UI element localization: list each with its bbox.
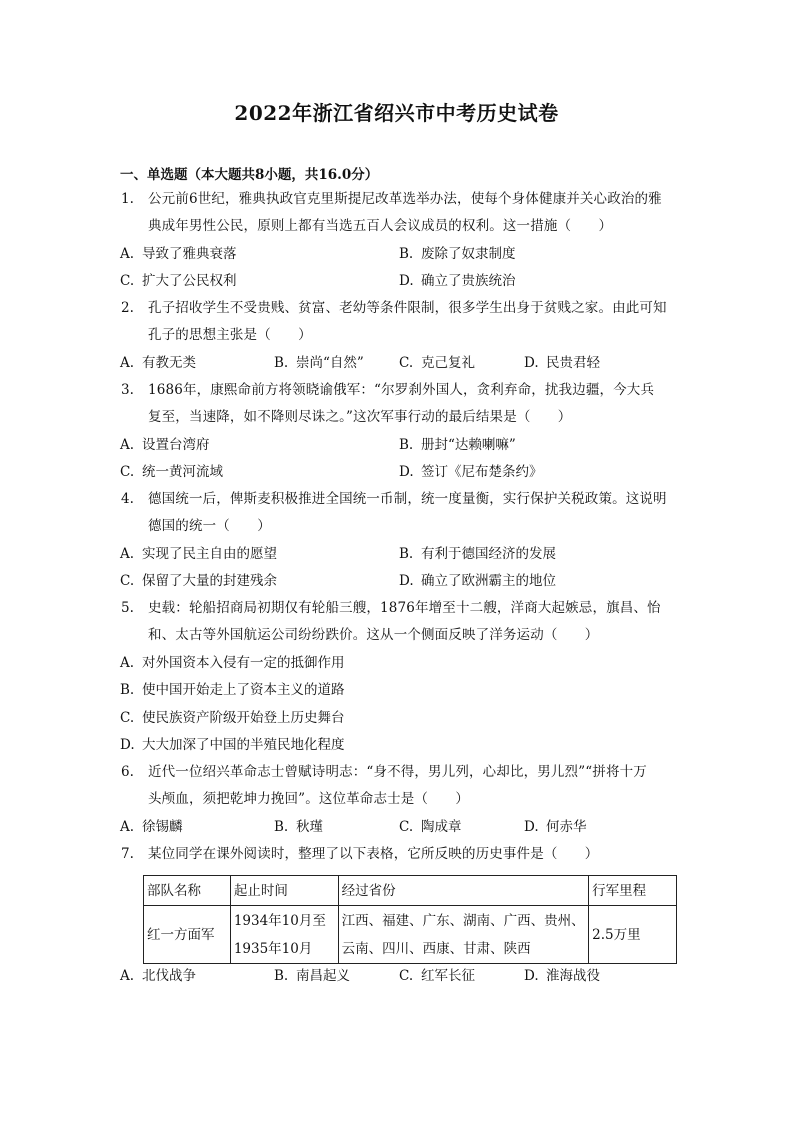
option-b[interactable] [120,681,345,699]
option-text: 陶成章 [421,819,462,835]
question-number: 3. [121,382,134,398]
option-c[interactable] [120,572,277,590]
option-text: 实现了民主自由的愿望 [142,546,277,562]
question-text-line: 德国的统一（ ） [148,518,271,534]
time-line: 1934年10月至 [233,912,326,929]
option-letter: B. [120,682,135,698]
option-a[interactable] [120,818,183,836]
option-text: 崇尚“自然” [296,355,364,371]
option-b[interactable] [274,818,323,836]
question-number: 2. [121,300,134,316]
option-letter: B. [399,437,414,453]
option-text: 统一黄河流域 [142,464,223,480]
option-d[interactable] [524,818,587,836]
question-text-line: 典成年男性公民，原则上都有当选五百人会议成员的权利。这一措施（ ） [148,218,613,234]
option-text: 淮海战役 [546,968,600,984]
option-text: 对外国资本入侵有一定的抵御作用 [142,655,345,671]
option-b[interactable] [399,436,516,454]
option-letter: C. [399,355,414,371]
option-text: 北伐战争 [142,968,196,984]
question-text-line: 史载：轮船招商局初期仅有轮船三艘，1876年增至十二艘，洋商大起嫉忌，旗昌、怡 [148,600,661,616]
option-d[interactable] [524,967,600,985]
option-letter: B. [399,246,414,262]
option-text: 使中国开始走上了资本主义的道路 [142,682,345,698]
option-letter: A. [120,437,135,453]
option-c[interactable] [399,818,462,836]
option-c[interactable] [120,709,345,727]
question-text-line: 孔子的思想主张是（ ） [148,327,312,343]
question-text-line: 复至，当速降，如不降则尽诛之。”这次军事行动的最后结果是（ ） [148,409,572,425]
option-c[interactable] [120,463,223,481]
option-b[interactable] [274,354,364,372]
option-text: 有教无类 [142,355,196,371]
page-title: 2022年浙江省绍兴市中考历史试卷 [234,101,559,125]
table-cell-unit: 红一方面军 [144,906,231,964]
option-c[interactable] [120,272,237,290]
option-letter: D. [120,737,135,753]
option-a[interactable] [120,354,196,372]
option-b[interactable] [274,967,350,985]
question-text-line: 1686年，康熙命前方将领晓谕俄军：“尔罗刹外国人，贪利弃命，扰我边疆，今大兵 [148,382,655,398]
option-d[interactable] [399,272,516,290]
question-text-line: 德国统一后，俾斯麦积极推进全国统一币制，统一度量衡，实行保护关税政策。这说明 [148,491,667,507]
table-cell-provinces [338,906,588,964]
option-letter: C. [120,273,135,289]
option-letter: C. [120,464,135,480]
table-row [144,906,677,964]
option-text: 克己复礼 [421,355,475,371]
option-letter: A. [120,655,135,671]
option-letter: B. [274,819,289,835]
option-letter: C. [399,968,414,984]
option-letter: A. [120,246,135,262]
option-letter: C. [120,710,135,726]
option-letter: D. [399,464,414,480]
long-march-table [143,875,677,964]
table-header-cell: 部队名称 [144,876,231,906]
option-text: 使民族资产阶级开始登上历史舞台 [142,710,345,726]
option-letter: C. [399,819,414,835]
table-header-cell: 经过省份 [338,876,588,906]
table-header-cell: 行军里程 [589,876,677,906]
option-letter: B. [399,546,414,562]
table-header-row [144,876,677,906]
option-letter: B. [274,968,289,984]
option-text: 确立了欧洲霸主的地位 [421,573,556,589]
table-cell-distance: 2.5万里 [589,906,677,964]
question-number: 5. [121,600,134,616]
option-a[interactable] [120,654,345,672]
option-text: 有利于德国经济的发展 [421,546,556,562]
option-text: 秋瑾 [296,819,323,835]
option-text: 设置台湾府 [142,437,210,453]
option-text: 红军长征 [421,968,475,984]
option-c[interactable] [399,967,475,985]
option-letter: D. [524,355,539,371]
section-heading: 一、单选题（本大题共8小题，共16.0分） [120,167,379,183]
option-d[interactable] [399,572,556,590]
option-text: 导致了雅典衰落 [142,246,237,262]
option-letter: B. [274,355,289,371]
option-text: 南昌起义 [296,968,350,984]
option-letter: D. [399,573,414,589]
provinces-line: 云南、四川、西康、甘肃、陕西 [341,940,531,957]
option-letter: D. [524,968,539,984]
option-d[interactable] [399,463,543,481]
question-number: 4. [121,491,134,507]
option-text: 签订《尼布楚条约》 [421,464,543,480]
question-text-line: 头颅血，须把乾坤力挽回”。这位革命志士是（ ） [148,791,470,807]
option-letter: A. [120,546,135,562]
time-line: 1935年10月 [233,940,313,957]
option-text: 大大加深了中国的半殖民地化程度 [142,737,345,753]
table-header-cell: 起止时间 [230,876,338,906]
option-text: 册封“达赖喇嘛” [421,437,516,453]
question-text-line: 公元前6世纪，雅典执政官克里斯提尼改革选举办法，使每个身体健康并关心政治的雅 [148,191,662,207]
table-cell-time [230,906,338,964]
option-text: 废除了奴隶制度 [421,246,516,262]
question-text-line: 和、太古等外国航运公司纷纷跌价。这从一个侧面反映了洋务运动（ ） [148,627,599,643]
option-text: 确立了贵族统治 [421,273,516,289]
option-letter: C. [120,573,135,589]
option-a[interactable] [120,967,196,985]
question-number: 6. [121,764,134,780]
question-text-line: 某位同学在课外阅读时，整理了以下表格，它所反映的历史事件是（ ） [148,846,599,862]
option-a[interactable] [120,436,210,454]
option-letter: D. [524,819,539,835]
option-b[interactable] [399,545,556,563]
question-text-line: 孔子招收学生不受贵贱、贫富、老幼等条件限制，很多学生出身于贫贱之家。由此可知 [148,300,667,316]
option-letter: A. [120,819,135,835]
option-text: 何赤华 [546,819,587,835]
option-d[interactable] [524,354,600,372]
option-a[interactable] [120,245,237,263]
option-d[interactable] [120,736,345,754]
question-number: 7. [121,846,134,862]
option-text: 保留了大量的封建残余 [142,573,277,589]
option-c[interactable] [399,354,475,372]
option-letter: D. [399,273,414,289]
question-text-line: 近代一位绍兴革命志士曾赋诗明志：“身不得，男儿列，心却比，男儿烈”“拼将十万 [148,764,647,780]
option-letter: A. [120,968,135,984]
option-b[interactable] [399,245,516,263]
question-number: 1. [121,191,134,207]
provinces-line: 江西、福建、广东、湖南、广西、贵州、 [341,912,585,929]
option-letter: A. [120,355,135,371]
option-a[interactable] [120,545,277,563]
option-text: 民贵君轻 [546,355,600,371]
option-text: 扩大了公民权利 [142,273,237,289]
option-text: 徐锡麟 [142,819,183,835]
